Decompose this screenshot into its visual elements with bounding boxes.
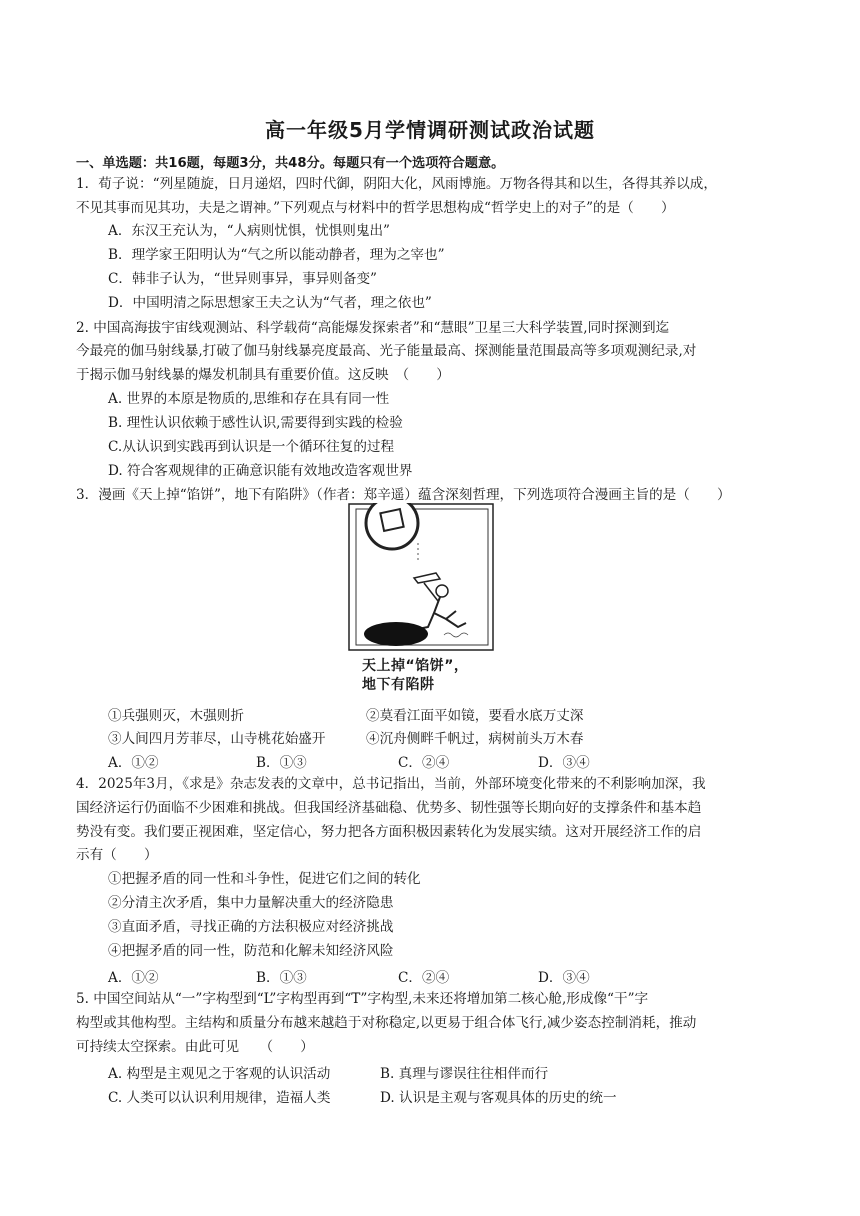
q3-choice-c: C．②④ [398,755,450,771]
cartoon-caption: 地下有陷阱 [362,677,435,693]
q4-stem-line: 4．2025年3月，《求是》杂志发表的文章中，总书记指出，当前，外部环境变化带来的不利影响加深，我 [76,776,706,792]
q2-option-d: D. 符合客观规律的正确意识能有效地改造客观世界 [108,463,413,479]
q3-choice-b: B．①③ [256,755,307,771]
q2-option-c: C.从认识到实践再到认识是一个循环往复的过程 [108,439,395,455]
q4-statement: ②分清主次矛盾，集中力量解决重大的经济隐患 [108,895,394,911]
cartoon-caption: 天上掉“馅饼”， [362,658,469,674]
q3-statement: ④沉舟侧畔千帆过，病树前头万木春 [366,731,584,747]
q4-choice-a: A．①② [108,970,159,986]
q5-stem-line: 可持续太空探索。由此可见 （ ） [76,1039,314,1055]
section-heading: 一、单选题：共16题，每题3分，共48分。每题只有一个选项符合题意。 [76,156,505,171]
q4-statement: ③直面矛盾，寻找正确的方法积极应对经济挑战 [108,919,394,935]
q5-option-c: C. 人类可以认识利用规律，造福人类 [108,1090,331,1106]
cartoon-image [348,503,494,651]
q1-option-d: D．中国明清之际思想家王夫之认为“气者，理之依也” [108,295,432,311]
q3-choice-a: A．①② [108,755,159,771]
q5-option-b: B. 真理与谬误往往相伴而行 [380,1066,549,1082]
q4-stem-line: 示有（ ） [76,847,158,863]
q5-stem-line: 构型或其他构型。主结构和质量分布越来越趋于对称稳定,以更易于组合体飞行,减少姿态控制消耗，推动 [76,1015,697,1031]
q3-choice-d: D．③④ [538,755,590,771]
q4-choice-b: B．①③ [256,970,307,986]
page-title: 高一年级5月学情调研测试政治试题 [265,118,595,142]
q4-choice-c: C．②④ [398,970,450,986]
q3-stem-line: 3．漫画《天上掉“馅饼”，地下有陷阱》（作者：郑辛遥）蕴含深刻哲理，下列选项符合漫画主旨的是（ ） [76,487,731,503]
q1-stem-line: 不见其事而见其功，夫是之谓神。”下列观点与材料中的哲学思想构成“哲学史上的对子”的是（ ） [76,200,675,216]
q4-stem-line: 势没有变。我们要正视困难，坚定信心，努力把各方面积极因素转化为发展实绩。这对开展经济工作的启 [76,824,702,840]
q2-option-a: A. 世界的本原是物质的,思维和存在具有同一性 [108,391,390,407]
q2-stem-line: 2. 中国高海拔宇宙线观测站、科学载荷“高能爆发探索者”和“慧眼”卫星三大科学装置,同时探测到迄 [76,320,670,336]
q5-option-d: D. 认识是主观与客观具体的历史的统一 [380,1090,617,1106]
q4-stem-line: 国经济运行仍面临不少困难和挑战。但我国经济基础稳、优势多、韧性强等长期向好的支撑条件和基本趋 [76,800,702,816]
q1-option-a: A．东汉王充认为，“人病则忧惧，忧惧则鬼出” [108,223,390,239]
q1-option-c: C．韩非子认为，“世异则事异，事异则备变” [108,271,377,287]
q3-statement: ①兵强则灭，木强则折 [108,708,244,724]
q5-stem-line: 5. 中国空间站从“一”字构型到“L”字构型再到“T”字构型,未来还将增加第二核心舱,形成像“干”字 [76,991,649,1007]
q4-choice-d: D．③④ [538,970,590,986]
q3-statement: ③人间四月芳菲尽，山寺桃花始盛开 [108,731,326,747]
q4-statement: ①把握矛盾的同一性和斗争性，促进它们之间的转化 [108,871,421,887]
q1-option-b: B．理学家王阳明认为“气之所以能动静者，理为之宰也” [108,247,445,263]
q4-statement: ④把握矛盾的同一性，防范和化解未知经济风险 [108,943,394,959]
q2-stem-line: 今最亮的伽马射线暴,打破了伽马射线暴亮度最高、光子能量最高、探测能量范围最高等多项观测纪录,对 [76,343,697,359]
q1-stem-line: 1．荀子说：“列星随旋，日月递炤，四时代御，阴阳大化，风雨博施。万物各得其和以生，各得其养以成， [76,176,717,192]
q2-option-b: B. 理性认识依赖于感性认识,需要得到实践的检验 [108,415,403,431]
q5-option-a: A. 构型是主观见之于客观的认识活动 [108,1066,331,1082]
q3-statement: ②莫看江面平如镜，要看水底万丈深 [366,708,584,724]
q2-stem-line: 于揭示伽马射线暴的爆发机制具有重要价值。这反映 （ ） [76,367,450,383]
